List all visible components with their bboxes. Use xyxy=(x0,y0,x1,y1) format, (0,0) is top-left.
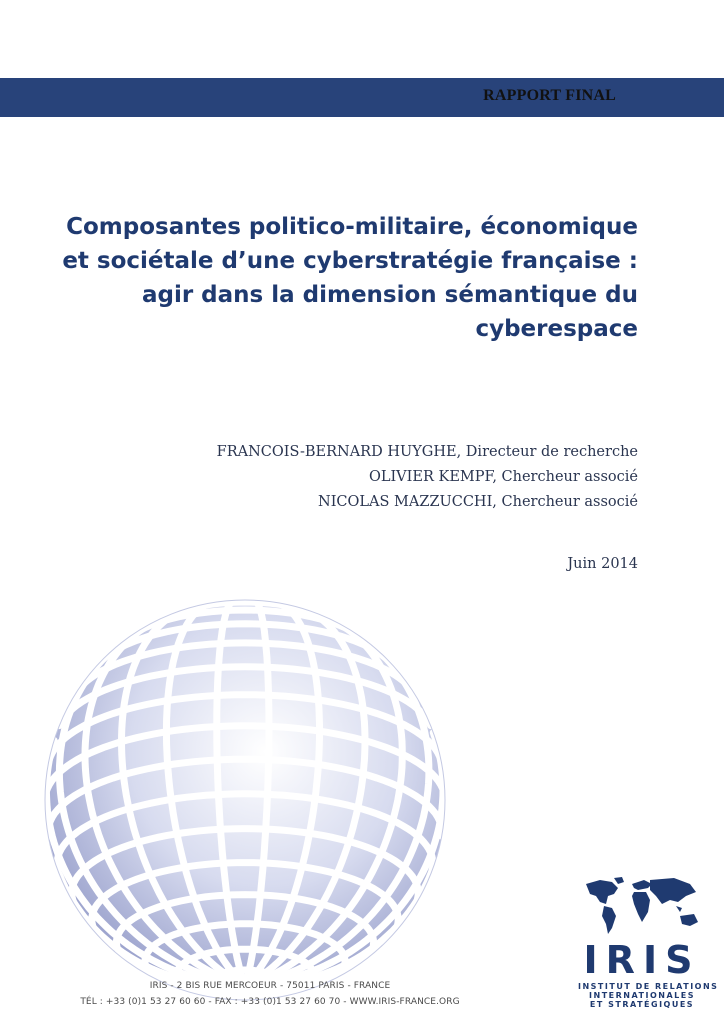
iris-tagline-line: INTERNATIONALES xyxy=(589,991,695,1000)
title-line: Composantes politico-militaire, économique xyxy=(66,214,638,240)
iris-tagline-line: ET STRATÉGIQUES xyxy=(589,1000,695,1009)
author-line: OLIVIER KEMPF, Chercheur associé xyxy=(368,469,638,485)
title-line: agir dans la dimension sémantique du xyxy=(141,282,638,308)
report-label: RAPPORT FINAL xyxy=(483,87,616,104)
publication-date: Juin 2014 xyxy=(567,556,638,572)
author-list xyxy=(78,440,638,515)
world-map-icon xyxy=(578,874,706,938)
globe-grid-icon xyxy=(40,595,450,1005)
footer-address: IRIS - 2 BIS RUE MERCOEUR - 75011 PARIS - FRANCE xyxy=(149,981,391,991)
header-band xyxy=(0,78,724,117)
iris-logo xyxy=(578,874,719,1014)
footer xyxy=(60,978,480,1010)
iris-tagline-line: INSTITUT DE RELATIONS xyxy=(578,982,719,991)
iris-wordmark: IRIS xyxy=(583,938,701,982)
author-line: NICOLAS MAZZUCCHI, Chercheur associé xyxy=(318,494,638,510)
footer-contact: TÉL : +33 (0)1 53 27 60 60 - FAX : +33 (0)1 53 27 60 70 - WWW.IRIS-FRANCE.ORG xyxy=(80,997,460,1007)
author-line: FRANCOIS-BERNARD HUYGHE, Directeur de recherche xyxy=(216,444,638,460)
title-line: cyberespace xyxy=(475,316,638,342)
report-title xyxy=(38,210,638,346)
iris-tagline xyxy=(578,982,719,1009)
title-line: et sociétale d’une cyberstratégie française : xyxy=(62,248,638,274)
